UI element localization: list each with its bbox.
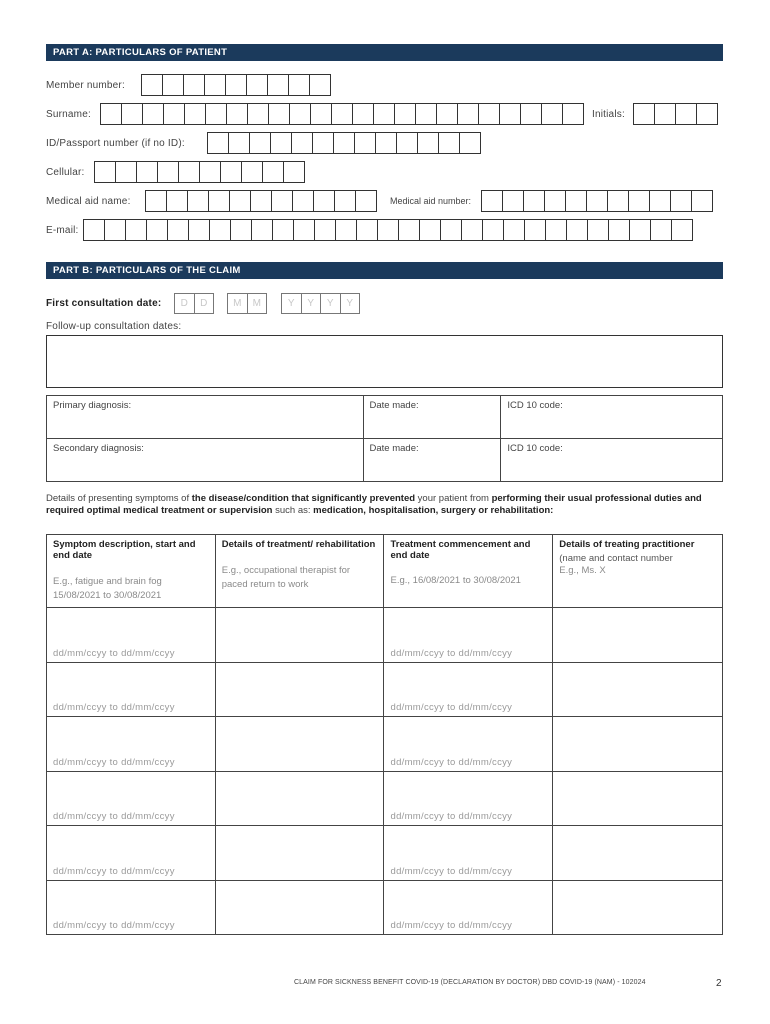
char-box[interactable]	[293, 219, 315, 241]
char-box[interactable]	[586, 190, 608, 212]
char-box[interactable]	[335, 219, 357, 241]
char-box[interactable]	[94, 161, 116, 183]
practitioner-cell[interactable]	[553, 826, 723, 881]
part-b-header: PART B: PARTICULARS OF THE CLAIM	[46, 262, 723, 279]
date-box-m1: M	[227, 293, 248, 314]
symptom-header: Symptom description, start and end date	[53, 539, 196, 561]
date-made-label: Date made:	[369, 443, 419, 454]
char-box[interactable]	[268, 103, 290, 125]
symptom-cell[interactable]	[47, 880, 216, 935]
followup-label: Follow-up consultation dates:	[46, 320, 182, 332]
char-box[interactable]	[417, 132, 439, 154]
first-consultation-month[interactable]	[227, 293, 267, 314]
date-range-placeholder: dd/mm/ccyy to dd/mm/ccyy	[53, 702, 175, 713]
char-box[interactable]	[310, 103, 332, 125]
first-consultation-row	[46, 292, 161, 314]
char-box[interactable]	[271, 190, 293, 212]
char-box[interactable]	[524, 219, 546, 241]
primary-icd-cell[interactable]	[501, 396, 723, 439]
char-box[interactable]	[629, 219, 651, 241]
char-box[interactable]	[208, 190, 230, 212]
char-box[interactable]	[691, 190, 713, 212]
part-a-header: PART A: PARTICULARS OF PATIENT	[46, 44, 723, 61]
char-box[interactable]	[398, 219, 420, 241]
primary-diagnosis-label: Primary diagnosis:	[53, 400, 132, 411]
char-box[interactable]	[503, 219, 525, 241]
char-box[interactable]	[352, 103, 374, 125]
char-box[interactable]	[314, 219, 336, 241]
char-box[interactable]	[331, 103, 353, 125]
commencement-header: Treatment commencement and end date	[390, 539, 531, 561]
char-box[interactable]	[121, 103, 143, 125]
char-box[interactable]	[251, 219, 273, 241]
char-box[interactable]	[229, 190, 251, 212]
symptom-cell[interactable]	[47, 771, 216, 826]
practitioner-cell[interactable]	[553, 608, 723, 663]
date-range-placeholder: dd/mm/ccyy to dd/mm/ccyy	[53, 920, 175, 931]
first-consultation-year[interactable]	[281, 293, 360, 314]
instructions-bold-2: performing their usual professional duties and required optimal medical treatment or supervision	[46, 493, 702, 516]
surname-label: Surname:	[46, 108, 91, 120]
char-box[interactable]	[157, 161, 179, 183]
char-box[interactable]	[373, 103, 395, 125]
secondary-icd-cell[interactable]	[501, 439, 723, 482]
char-box[interactable]	[523, 190, 545, 212]
char-box[interactable]	[671, 219, 693, 241]
char-box[interactable]	[115, 161, 137, 183]
commencement-cell[interactable]	[384, 826, 553, 881]
char-box[interactable]	[167, 219, 189, 241]
date-range-placeholder: dd/mm/ccyy to dd/mm/ccyy	[390, 865, 513, 877]
char-box[interactable]	[250, 190, 272, 212]
date-range-placeholder: dd/mm/ccyy to dd/mm/ccyy	[53, 865, 175, 877]
char-box[interactable]	[459, 132, 481, 154]
first-consultation-day[interactable]	[174, 293, 214, 314]
char-box[interactable]	[205, 103, 227, 125]
secondary-diagnosis-row	[47, 439, 723, 482]
instructions-bold-1: the disease/condition that significantly prevented	[191, 493, 416, 504]
char-box[interactable]	[608, 219, 630, 241]
medical-aid-name-row	[46, 190, 131, 212]
practitioner-header: Details of treating practitioner	[559, 539, 695, 550]
char-box[interactable]	[675, 103, 697, 125]
char-box[interactable]	[125, 219, 147, 241]
char-box[interactable]	[670, 190, 692, 212]
symptom-row	[47, 771, 723, 826]
date-range-placeholder: dd/mm/ccyy to dd/mm/ccyy	[390, 811, 513, 822]
char-box[interactable]	[396, 132, 418, 154]
icd-code-label: ICD 10 code:	[507, 443, 563, 454]
char-box[interactable]	[541, 103, 563, 125]
symptom-row	[47, 717, 723, 772]
char-box[interactable]	[249, 132, 271, 154]
date-box-y1: Y	[281, 293, 302, 314]
symptom-row	[47, 662, 723, 717]
treatment-example: E.g., occupational therapist for paced return to work	[221, 565, 351, 590]
char-box[interactable]	[288, 74, 310, 96]
primary-diagnosis-cell[interactable]	[47, 396, 364, 439]
instructions-bold-3: medication, hospitalisation, surgery or rehabilitation:	[313, 505, 554, 516]
initials-field[interactable]	[633, 103, 718, 125]
treatment-cell[interactable]	[215, 608, 384, 663]
id-passport-label: ID/Passport number (if no ID):	[46, 137, 185, 149]
char-box[interactable]	[184, 103, 206, 125]
symptom-header-cell	[47, 535, 216, 608]
date-range-placeholder: dd/mm/ccyy to dd/mm/ccyy	[390, 920, 513, 931]
char-box[interactable]	[207, 132, 229, 154]
medical-aid-number-label: Medical aid number:	[390, 196, 472, 206]
char-box[interactable]	[292, 190, 314, 212]
commencement-example: E.g., 16/08/2021 to 30/08/2021	[390, 575, 521, 586]
char-box[interactable]	[438, 132, 460, 154]
instructions-text-1: Details of presenting symptoms of	[46, 493, 192, 504]
char-box[interactable]	[520, 103, 542, 125]
char-box[interactable]	[587, 219, 609, 241]
commencement-cell[interactable]	[384, 771, 553, 826]
treatment-cell[interactable]	[215, 826, 384, 881]
medical-aid-number-field[interactable]	[481, 190, 713, 212]
char-box[interactable]	[562, 103, 584, 125]
footer-text: CLAIM FOR SICKNESS BENEFIT COVID-19 (DECLARATION BY DOCTOR) DBD COVID-19 (NAM) - 102024	[294, 979, 646, 986]
secondary-date-made-cell[interactable]	[363, 439, 501, 482]
symptoms-table	[46, 534, 723, 935]
cellular-field[interactable]	[94, 161, 305, 183]
initials-row	[592, 103, 625, 125]
email-label: E-mail:	[46, 224, 79, 236]
char-box[interactable]	[333, 132, 355, 154]
char-box[interactable]	[220, 161, 242, 183]
member-number-row	[46, 74, 125, 96]
char-box[interactable]	[457, 103, 479, 125]
symptoms-instructions	[46, 493, 723, 517]
char-box[interactable]	[544, 190, 566, 212]
char-box[interactable]	[649, 190, 671, 212]
char-box[interactable]	[272, 219, 294, 241]
char-box[interactable]	[225, 74, 247, 96]
treatment-cell[interactable]	[215, 662, 384, 717]
date-range-placeholder: dd/mm/ccyy to dd/mm/ccyy	[390, 702, 513, 713]
char-box[interactable]	[696, 103, 718, 125]
char-box[interactable]	[100, 103, 122, 125]
email-row	[46, 219, 79, 241]
treatment-cell[interactable]	[215, 771, 384, 826]
char-box[interactable]	[270, 132, 292, 154]
char-box[interactable]	[162, 74, 184, 96]
char-box[interactable]	[228, 132, 250, 154]
symptom-cell[interactable]	[47, 662, 216, 717]
char-box[interactable]	[545, 219, 567, 241]
practitioner-example: E.g., Ms. X	[559, 565, 606, 576]
symptom-row	[47, 608, 723, 663]
medical-aid-name-field[interactable]	[145, 190, 377, 212]
char-box[interactable]	[654, 103, 676, 125]
char-box[interactable]	[354, 132, 376, 154]
char-box[interactable]	[566, 219, 588, 241]
char-box[interactable]	[145, 190, 167, 212]
char-box[interactable]	[209, 219, 231, 241]
char-box[interactable]	[104, 219, 126, 241]
char-box[interactable]	[419, 219, 441, 241]
primary-date-made-cell[interactable]	[363, 396, 501, 439]
symptom-cell[interactable]	[47, 826, 216, 881]
id-passport-field[interactable]	[207, 132, 481, 154]
char-box[interactable]	[356, 219, 378, 241]
date-range-placeholder: dd/mm/ccyy to dd/mm/ccyy	[390, 756, 513, 768]
char-box[interactable]	[482, 219, 504, 241]
symptom-row	[47, 880, 723, 935]
char-box[interactable]	[247, 103, 269, 125]
symptoms-header-row	[47, 535, 723, 608]
medical-aid-name-label: Medical aid name:	[46, 195, 131, 207]
date-box-d1: D	[174, 293, 195, 314]
cellular-label: Cellular:	[46, 166, 85, 178]
date-range-placeholder: dd/mm/ccyy to dd/mm/ccyy	[53, 811, 175, 822]
followup-row	[46, 315, 181, 337]
first-consultation-label: First consultation date:	[46, 297, 162, 309]
date-range-placeholder: dd/mm/ccyy to dd/mm/ccyy	[53, 647, 175, 659]
char-box[interactable]	[291, 132, 313, 154]
practitioner-cell[interactable]	[553, 880, 723, 935]
surname-row	[46, 103, 91, 125]
char-box[interactable]	[142, 103, 164, 125]
char-box[interactable]	[230, 219, 252, 241]
treatment-header-cell	[215, 535, 384, 608]
symptom-cell[interactable]	[47, 717, 216, 772]
char-box[interactable]	[394, 103, 416, 125]
email-field[interactable]	[83, 219, 693, 241]
followup-dates-input[interactable]	[46, 335, 723, 388]
initials-label: Initials:	[592, 108, 625, 120]
practitioner-cell[interactable]	[553, 717, 723, 772]
practitioner-header-cell	[553, 535, 723, 608]
cellular-row	[46, 161, 84, 183]
char-box[interactable]	[246, 74, 268, 96]
char-box[interactable]	[355, 190, 377, 212]
member-number-label: Member number:	[46, 79, 125, 91]
char-box[interactable]	[481, 190, 503, 212]
char-box[interactable]	[565, 190, 587, 212]
char-box[interactable]	[226, 103, 248, 125]
date-box-y2: Y	[301, 293, 322, 314]
char-box[interactable]	[141, 74, 163, 96]
char-box[interactable]	[262, 161, 284, 183]
commencement-cell[interactable]	[384, 880, 553, 935]
treatment-header: Details of treatment/ rehabilitation	[221, 539, 376, 550]
practitioner-cell[interactable]	[553, 662, 723, 717]
primary-diagnosis-row	[47, 396, 723, 439]
char-box[interactable]	[178, 161, 200, 183]
char-box[interactable]	[309, 74, 331, 96]
instructions-text-3: such as:	[272, 505, 314, 516]
char-box[interactable]	[440, 219, 462, 241]
secondary-diagnosis-cell[interactable]	[47, 439, 364, 482]
practitioner-note: (name and contact number	[559, 553, 673, 564]
symptom-row	[47, 826, 723, 881]
instructions-text-2: your patient from	[415, 493, 492, 504]
char-box[interactable]	[650, 219, 672, 241]
char-box[interactable]	[241, 161, 263, 183]
char-box[interactable]	[334, 190, 356, 212]
char-box[interactable]	[166, 190, 188, 212]
member-number-field[interactable]	[141, 74, 331, 96]
char-box[interactable]	[267, 74, 289, 96]
date-box-d2: D	[194, 293, 215, 314]
diagnosis-table	[46, 395, 723, 482]
page-number: 2	[716, 978, 722, 989]
char-box[interactable]	[312, 132, 334, 154]
secondary-diagnosis-label: Secondary diagnosis:	[53, 443, 144, 454]
char-box[interactable]	[136, 161, 158, 183]
practitioner-cell[interactable]	[553, 771, 723, 826]
char-box[interactable]	[188, 219, 210, 241]
commencement-cell[interactable]	[384, 608, 553, 663]
char-box[interactable]	[163, 103, 185, 125]
char-box[interactable]	[478, 103, 500, 125]
char-box[interactable]	[289, 103, 311, 125]
char-box[interactable]	[183, 74, 205, 96]
date-made-label: Date made:	[369, 400, 419, 411]
char-box[interactable]	[628, 190, 650, 212]
date-box-m2: M	[247, 293, 268, 314]
date-box-y4: Y	[340, 293, 361, 314]
char-box[interactable]	[204, 74, 226, 96]
treatment-cell[interactable]	[215, 717, 384, 772]
id-passport-row	[46, 132, 185, 154]
commencement-cell[interactable]	[384, 662, 553, 717]
date-box-y3: Y	[320, 293, 341, 314]
treatment-cell[interactable]	[215, 880, 384, 935]
char-box[interactable]	[499, 103, 521, 125]
char-box[interactable]	[377, 219, 399, 241]
char-box[interactable]	[375, 132, 397, 154]
char-box[interactable]	[146, 219, 168, 241]
char-box[interactable]	[436, 103, 458, 125]
symptom-example: E.g., fatigue and brain fog 15/08/2021 to 30/08/2021	[53, 576, 162, 601]
char-box[interactable]	[283, 161, 305, 183]
surname-field[interactable]	[100, 103, 584, 125]
date-range-placeholder: dd/mm/ccyy to dd/mm/ccyy	[53, 756, 175, 768]
symptom-cell[interactable]	[47, 608, 216, 663]
char-box[interactable]	[313, 190, 335, 212]
commencement-header-cell	[384, 535, 553, 608]
commencement-cell[interactable]	[384, 717, 553, 772]
medical-aid-number-row	[390, 190, 471, 212]
char-box[interactable]	[199, 161, 221, 183]
char-box[interactable]	[83, 219, 105, 241]
char-box[interactable]	[633, 103, 655, 125]
date-range-placeholder: dd/mm/ccyy to dd/mm/ccyy	[390, 647, 513, 659]
char-box[interactable]	[415, 103, 437, 125]
icd-code-label: ICD 10 code:	[507, 400, 563, 411]
char-box[interactable]	[461, 219, 483, 241]
char-box[interactable]	[187, 190, 209, 212]
char-box[interactable]	[502, 190, 524, 212]
char-box[interactable]	[607, 190, 629, 212]
